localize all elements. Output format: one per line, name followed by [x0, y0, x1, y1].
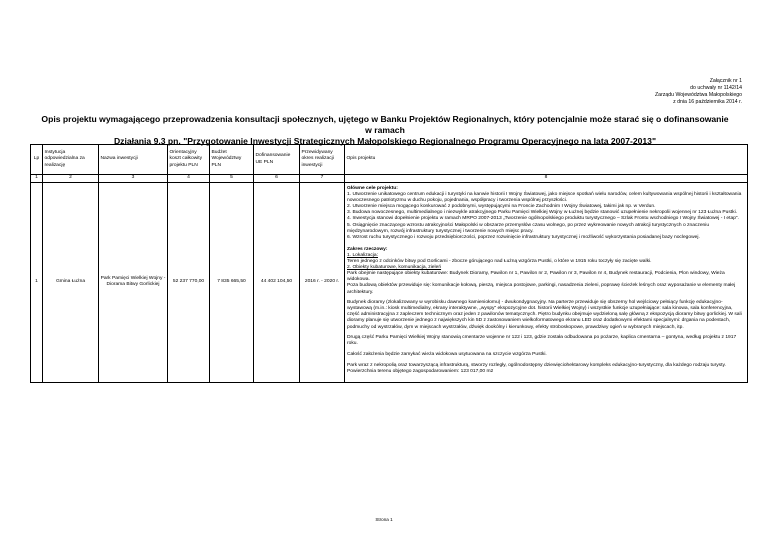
header-eu-funding: Dofinansowanie UE PLN [254, 145, 300, 175]
cell-investment-name: Park Pamięci Wielkiej Wojny - Diorama Bitwy Gorlickiej [99, 183, 168, 383]
goal-item: 6. Wzrost ruchu turystycznego i rozwoju przedsiębiorczości, poprzez rozwinięcie infrastruktury turystycznej i możliwość wykorzystania posiadanej bazy noclegowej. [347, 234, 700, 240]
column-number: 4 [168, 175, 210, 183]
annex-line: Zarządu Województwa Małopolskiego [655, 92, 742, 98]
column-number: 7 [300, 175, 345, 183]
roads-text: Poza budową obiektów przewiduje się: komunikacje kołową, pieszą, miejsca postojowe, parkingi, nasadzenia zieleni, poprawę ścieżek leśnych oraz wyposażanie w elementy małej architektury. [347, 283, 736, 295]
cell-period: 2016 r. - 2020 r. [300, 183, 345, 383]
header-description: Opis projektu [345, 145, 748, 175]
location-heading: 1. Lokalizacja: [347, 252, 378, 258]
cell-budget: 7 835 665,50 [210, 183, 254, 383]
column-number: 2 [43, 175, 99, 183]
header-institution: Instytucja odpowiedzialna za realizację [43, 145, 99, 175]
goal-item: 2. Utworzenie miejsca mogącego konkurować z podobnymi, występującymi na Froncie Zachodnim I Wojny Światowej, takimi jak np. w Verdun. [347, 204, 656, 210]
goal-item: 5. Osiągnięcie znaczącego wzrostu atrakcyjności Małopolski w obszarze przemysłów czasu wolnego, po przez wykreowanie nowych atrakcji turystycznych o znaczeniu międzynarodowym, rozwój infrastruktury turystycznej i tworzenie nowych miejsc pracy. [347, 222, 710, 234]
document-title [40, 114, 730, 147]
cemeteries-paragraph: Drugą część Parku Pamięci Wielkiej Wojny stanowią cmentarze wojenne nr 122 i 123, gdzie została odbudowana po pożarze, kaplica cmentarna – gontyna, według projektu z 1917 roku. [347, 335, 737, 347]
header-total-cost: Orientacyjny koszt całkowity projektu PLN [168, 145, 210, 175]
scope-heading: Zakres rzeczowy: [347, 246, 388, 252]
goal-item: 1. Utworzenie unikatowego centrum edukacji i turystyki na kanwie historii I Wojny Światowej, jako miejsce spotkań wielu narodów, celem kultywowania wspólnej historii i kształtowania nowoczesnego patriotyzmu w duchu pokoju, pojednania, współpracy i tworzenia wspólnej przyszłości. [347, 192, 742, 204]
cell-description [345, 183, 748, 383]
cell-total-cost: 52 237 770,00 [168, 183, 210, 383]
goal-item: 3. Budowa nowoczesnego, multimedialnego i niezwykle atrakcyjnego Parku Pamięci Wielkiej Wojny w Łużnej będzie stanowić uzupełnienie nekropolii wojennej nr 123 Łużna Pustki. [347, 210, 738, 216]
title-line-1: Opis projektu wymagającego przeprowadzenia konsultacji społecznych, ujętego w Banku Projektów Regionalnych, który potencjalnie może starać się o dofinansowanie w ramach [41, 114, 729, 135]
page-footer: Strona 1 [375, 517, 393, 522]
header-period: Przewidywany okres realizacji inwestycji [300, 145, 345, 175]
header-lp: Lp [31, 145, 43, 175]
column-number: 8 [345, 175, 748, 183]
column-number: 6 [254, 175, 300, 183]
project-table [30, 144, 748, 383]
annex-line: do uchwały nr 1142/14 [690, 85, 742, 91]
goals-heading: Główne cele projektu: [347, 186, 398, 191]
cell-lp: 1 [31, 183, 43, 383]
goal-item: 4. Inwestycja stanowi dopełnienie projektu w ramach MRPO 2007-2013 „Tworzenie ogólnopolskiego produktu turystycznego – Szlak Frontu wschodniego I Wojny Światowej - I etap”. [347, 216, 739, 222]
header-investment-name: Nazwa inwestycji [99, 145, 168, 175]
location-text: Teren jednego z odcinków bitwy pod Gorlicami - zbocze górującego nad Łużną wzgórza Pustki, o które w 1915 roku toczyły się zacięte walki. [347, 259, 652, 265]
necropolis-paragraph: Park wraz z nekropolią oraz towarzyszącą infrastrukturą, stworzy rozległy, ogólnodostępny dziewięciohektarowy kompleks edukacyjno-turystyczny, dla każdego rodzaju turysty. Powierzchnia terenu objętego zagospodarowaniem: 123 017,00 m2 [347, 362, 726, 374]
cell-institution: Gmina Łużna [43, 183, 99, 383]
goals-section [347, 186, 745, 241]
title-line-2: Działania 9.3 pn. "Przygotowanie Inwestycji Strategicznych Małopolskiego Regionalnego Programu Operacyjnego na lata 2007-2013" [113, 136, 657, 146]
header-budget: Budżet Województwy PLN [210, 145, 254, 175]
column-number: 1 [31, 175, 43, 183]
table-row [31, 183, 748, 383]
tower-paragraph: Całość założenia będzie zamykać wieża widokowa usytuowana na szczycie wzgórza Pustki. [347, 352, 547, 358]
column-number: 3 [99, 175, 168, 183]
scope-section [347, 247, 745, 296]
column-number: 5 [210, 175, 254, 183]
annex-line: Załącznik nr 1 [709, 78, 742, 84]
annex-note [655, 78, 742, 106]
diorama-paragraph: Budynek dioramy (zlokalizowany w wyrobisku dawnego kamieniołomu) - dwukondygnacyjny. Na parterze przewiduje się obszerny hol wejściowy pełniący funkcję edukacyjno-wystawową (m.in.: kiosk multimedialny, ekrany interaktywne, „wyspy” ekspozycyjne dot. historii Wielkiej Wojny) i wszystkie funkcje uzupełniające: sala kinowa, sala konferencyjna, część administracyjna z zapleczem technicznym oraz jeden z pawilonów tematycznych. Piętro budynku obejmuje wydzieloną salę główną z ekspozycją dioramy bitwy gorlickiej. W sali dioramy planuje się utworzenie jednego z największych kin 5D z zastosowaniem wielkoformatowego ekranu LED oraz dodatkowymi efektami specjalnymi: drgania na podestach, podmuchy od wystrzałów, dym w miejscach wystrzałów, dźwięk dookólny i kierunkowy, efekty stroboskopowe, prawdziwy ogień w wybranych miejscach, itp. [347, 300, 742, 330]
table-header-row [31, 145, 748, 175]
objects-text: Park obejmie następujące obiekty kubaturowe: Budynek Dioramy, Pawilon nr 1, Pawilon nr 2, Pawilon nr 3, Pawilon nr 4, Budynek restauracji, Podcienia, Plon windowy, Wieża widokowa. [347, 271, 725, 283]
table-number-row [31, 175, 748, 183]
annex-line: z dnia 16 października 2014 r. [673, 99, 742, 105]
objects-heading: 2. Obiekty kubaturowe, komunikacja, zieleń [347, 265, 442, 271]
cell-eu-funding: 44 402 104,50 [254, 183, 300, 383]
